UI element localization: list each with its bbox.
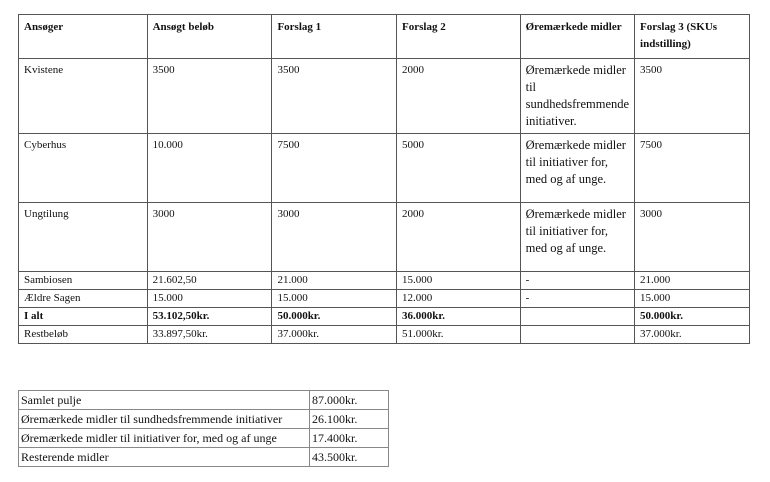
header-proposal-3: Forslag 3 (SKUs indstilling) <box>635 15 750 59</box>
table-row <box>19 59 750 134</box>
cell-requested: 53.102,50kr. <box>147 308 272 326</box>
summary-row <box>19 448 389 467</box>
table-row <box>19 272 750 290</box>
cell-applicant: Ungtilung <box>19 203 148 272</box>
cell-requested: 3500 <box>147 59 272 134</box>
cell-requested: 21.602,50 <box>147 272 272 290</box>
cell-proposal-3: 50.000kr. <box>635 308 750 326</box>
cell-proposal-2: 36.000kr. <box>397 308 521 326</box>
cell-proposal-1: 7500 <box>272 134 397 203</box>
cell-applicant: Kvistene <box>19 59 148 134</box>
cell-applicant: I alt <box>19 308 148 326</box>
summary-row <box>19 410 389 429</box>
cell-earmarked: Øremærkede midler til initiativer for, med og af unge. <box>520 134 634 203</box>
cell-proposal-3: 3500 <box>635 59 750 134</box>
cell-proposal-2: 2000 <box>397 59 521 134</box>
cell-proposal-1: 50.000kr. <box>272 308 397 326</box>
cell-proposal-1: 15.000 <box>272 290 397 308</box>
cell-applicant: Sambiosen <box>19 272 148 290</box>
cell-requested: 10.000 <box>147 134 272 203</box>
summary-label: Øremærkede midler til sundhedsfremmende initiativer <box>19 410 310 429</box>
header-earmarked-funds: Øremærkede midler <box>520 15 634 59</box>
table-row <box>19 290 750 308</box>
cell-proposal-3: 3000 <box>635 203 750 272</box>
cell-proposal-1: 21.000 <box>272 272 397 290</box>
cell-applicant: Cyberhus <box>19 134 148 203</box>
cell-proposal-2: 12.000 <box>397 290 521 308</box>
summary-label: Resterende midler <box>19 448 310 467</box>
cell-proposal-3: 21.000 <box>635 272 750 290</box>
cell-earmarked <box>520 308 634 326</box>
remainder-row <box>19 326 750 344</box>
summary-value: 26.100kr. <box>310 410 389 429</box>
cell-proposal-3: 15.000 <box>635 290 750 308</box>
cell-proposal-1: 3000 <box>272 203 397 272</box>
cell-proposal-2: 5000 <box>397 134 521 203</box>
header-proposal-2: Forslag 2 <box>397 15 521 59</box>
cell-earmarked: Øremærkede midler til initiativer for, med og af unge. <box>520 203 634 272</box>
cell-applicant: Ældre Sagen <box>19 290 148 308</box>
grant-proposals-table <box>18 14 750 344</box>
total-row <box>19 308 750 326</box>
cell-proposal-2: 51.000kr. <box>397 326 521 344</box>
funding-pool-summary-table <box>18 390 389 467</box>
header-applicant: Ansøger <box>19 15 148 59</box>
table-row <box>19 134 750 203</box>
cell-proposal-3: 7500 <box>635 134 750 203</box>
summary-row <box>19 429 389 448</box>
summary-row <box>19 391 389 410</box>
summary-value: 87.000kr. <box>310 391 389 410</box>
cell-proposal-2: 2000 <box>397 203 521 272</box>
cell-earmarked <box>520 326 634 344</box>
cell-requested: 3000 <box>147 203 272 272</box>
summary-label: Samlet pulje <box>19 391 310 410</box>
header-requested-amount: Ansøgt beløb <box>147 15 272 59</box>
cell-earmarked: Øremærkede midler til sundhedsfremmende initiativer. <box>520 59 634 134</box>
cell-applicant: Restbeløb <box>19 326 148 344</box>
summary-value: 17.400kr. <box>310 429 389 448</box>
cell-proposal-3: 37.000kr. <box>635 326 750 344</box>
header-row <box>19 15 750 59</box>
cell-proposal-1: 3500 <box>272 59 397 134</box>
table-row <box>19 203 750 272</box>
cell-requested: 15.000 <box>147 290 272 308</box>
cell-requested: 33.897,50kr. <box>147 326 272 344</box>
summary-value: 43.500kr. <box>310 448 389 467</box>
header-proposal-1: Forslag 1 <box>272 15 397 59</box>
cell-earmarked: - <box>520 272 634 290</box>
cell-proposal-2: 15.000 <box>397 272 521 290</box>
cell-proposal-1: 37.000kr. <box>272 326 397 344</box>
summary-label: Øremærkede midler til initiativer for, med og af unge <box>19 429 310 448</box>
cell-earmarked: - <box>520 290 634 308</box>
